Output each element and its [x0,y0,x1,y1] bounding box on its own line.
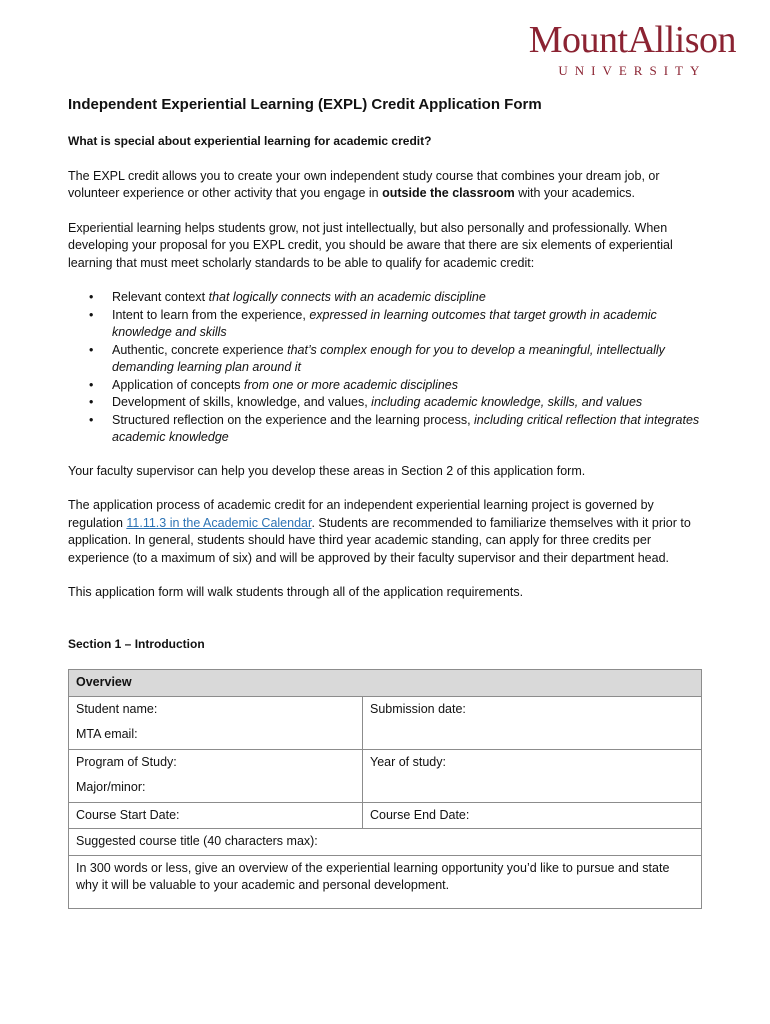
list-item-italic: that’s complex enough for you to develop a meaningful, intellectually demanding learning plan around it [112,342,665,374]
paragraph-experiential-learning: Experiential learning helps students grow, not just intellectually, but also personally and professionally. When developing your proposal for you EXPL credit, you should be aware that there are six elements of experiential learning that must meet scholarly standards to be able to qualify for academic credit: [68,220,673,270]
cell-student-info[interactable] [69,696,363,749]
paragraph-walkthrough: This application form will walk students through all of the application requirements. [68,585,524,599]
end-date-label: Course End Date: [370,807,470,822]
bullet-icon: • [89,307,94,322]
list-item-text: Relevant context [112,290,209,304]
page-title: Independent Experiential Learning (EXPL) Credit Application Form [68,96,542,113]
list-item-italic: including critical reflection that integrates academic knowledge [112,412,700,444]
list-item-text: Structured reflection on the experience and the learning process, [112,412,475,427]
paragraph-faculty-supervisor: Your faculty supervisor can help you develop these areas in Section 2 of this application form. [68,463,586,478]
para1-bold: outside the classroom [382,186,515,200]
cell-end-date[interactable] [363,802,702,829]
academic-calendar-link[interactable]: 11.11.3 in the Academic Calendar [126,515,312,530]
list-item-italic: expressed in learning outcomes that target growth in academic knowledge and skills [112,307,657,339]
bullet-icon: • [89,342,94,357]
logo-subtitle: UNIVERSITY [558,63,707,78]
cell-submission-date[interactable] [363,696,702,749]
bullet-icon: • [89,395,94,409]
intro-question: What is special about experiential learning for academic credit? [68,134,432,148]
list-item [89,307,702,342]
list-item [89,377,702,395]
university-logo [529,20,736,80]
para1-before: The EXPL credit allows you to create your own independent study course that combines your dream job, or volunteer experience or other activity that you engage in [68,168,660,200]
overview-table [68,669,702,909]
list-item-italic: including academic knowledge, skills, and values [371,395,643,409]
program-label: Program of Study: [76,754,177,769]
list-item [89,342,702,377]
elements-list [68,289,702,447]
list-item [89,289,702,307]
start-date-label: Course Start Date: [76,807,180,822]
document-body [68,95,702,909]
list-item-text: Development of skills, knowledge, and values, [112,395,372,409]
table-header-overview: Overview [69,670,702,697]
bullet-icon: • [89,377,94,392]
suggested-title-label: Suggested course title (40 characters max): [76,834,318,848]
list-item-text: Authentic, concrete experience [112,342,288,357]
list-item-text: Application of concepts [112,377,245,392]
section-heading: Section 1 – Introduction [68,636,205,651]
student-name-label: Student name: [76,701,158,716]
year-label: Year of study: [370,754,446,769]
list-item-text: Intent to learn from the experience, [112,307,310,322]
bullet-icon: • [89,290,94,304]
submission-date-label: Submission date: [370,701,466,716]
list-item-italic: that logically connects with an academic discipline [208,290,486,304]
cell-suggested-title[interactable] [69,829,702,856]
list-item-italic: from one or more academic disciplines [244,377,459,392]
overview-prompt-label: In 300 words or less, give an overview of the experiential learning opportunity you’d like to pursue and state why it will be valuable to your academic and personal development. [76,860,670,892]
bullet-icon: • [89,412,94,427]
para1-after: with your academics. [514,186,635,200]
paragraph-application-process [68,497,702,567]
mta-email-label: MTA email: [76,727,138,741]
cell-year[interactable] [363,749,702,802]
para4-before: The application process of academic credit for an independent experiential learning project is governed by regulation [68,498,654,530]
cell-program[interactable] [69,749,363,802]
para4-after: . Students are recommended to familiarize themselves with it prior to application. In general, students should have third year academic standing, can apply for three credits per experience (to a maximum of six) and will be approved by their faculty supervisor and their department head. [68,515,691,565]
cell-overview-prompt[interactable] [69,855,702,908]
list-item [89,412,702,447]
logo-name: MountAllison [528,19,736,61]
list-item [89,394,702,412]
paragraph-expl-credit [68,168,702,203]
major-minor-label: Major/minor: [76,780,146,794]
cell-start-date[interactable] [69,802,363,829]
